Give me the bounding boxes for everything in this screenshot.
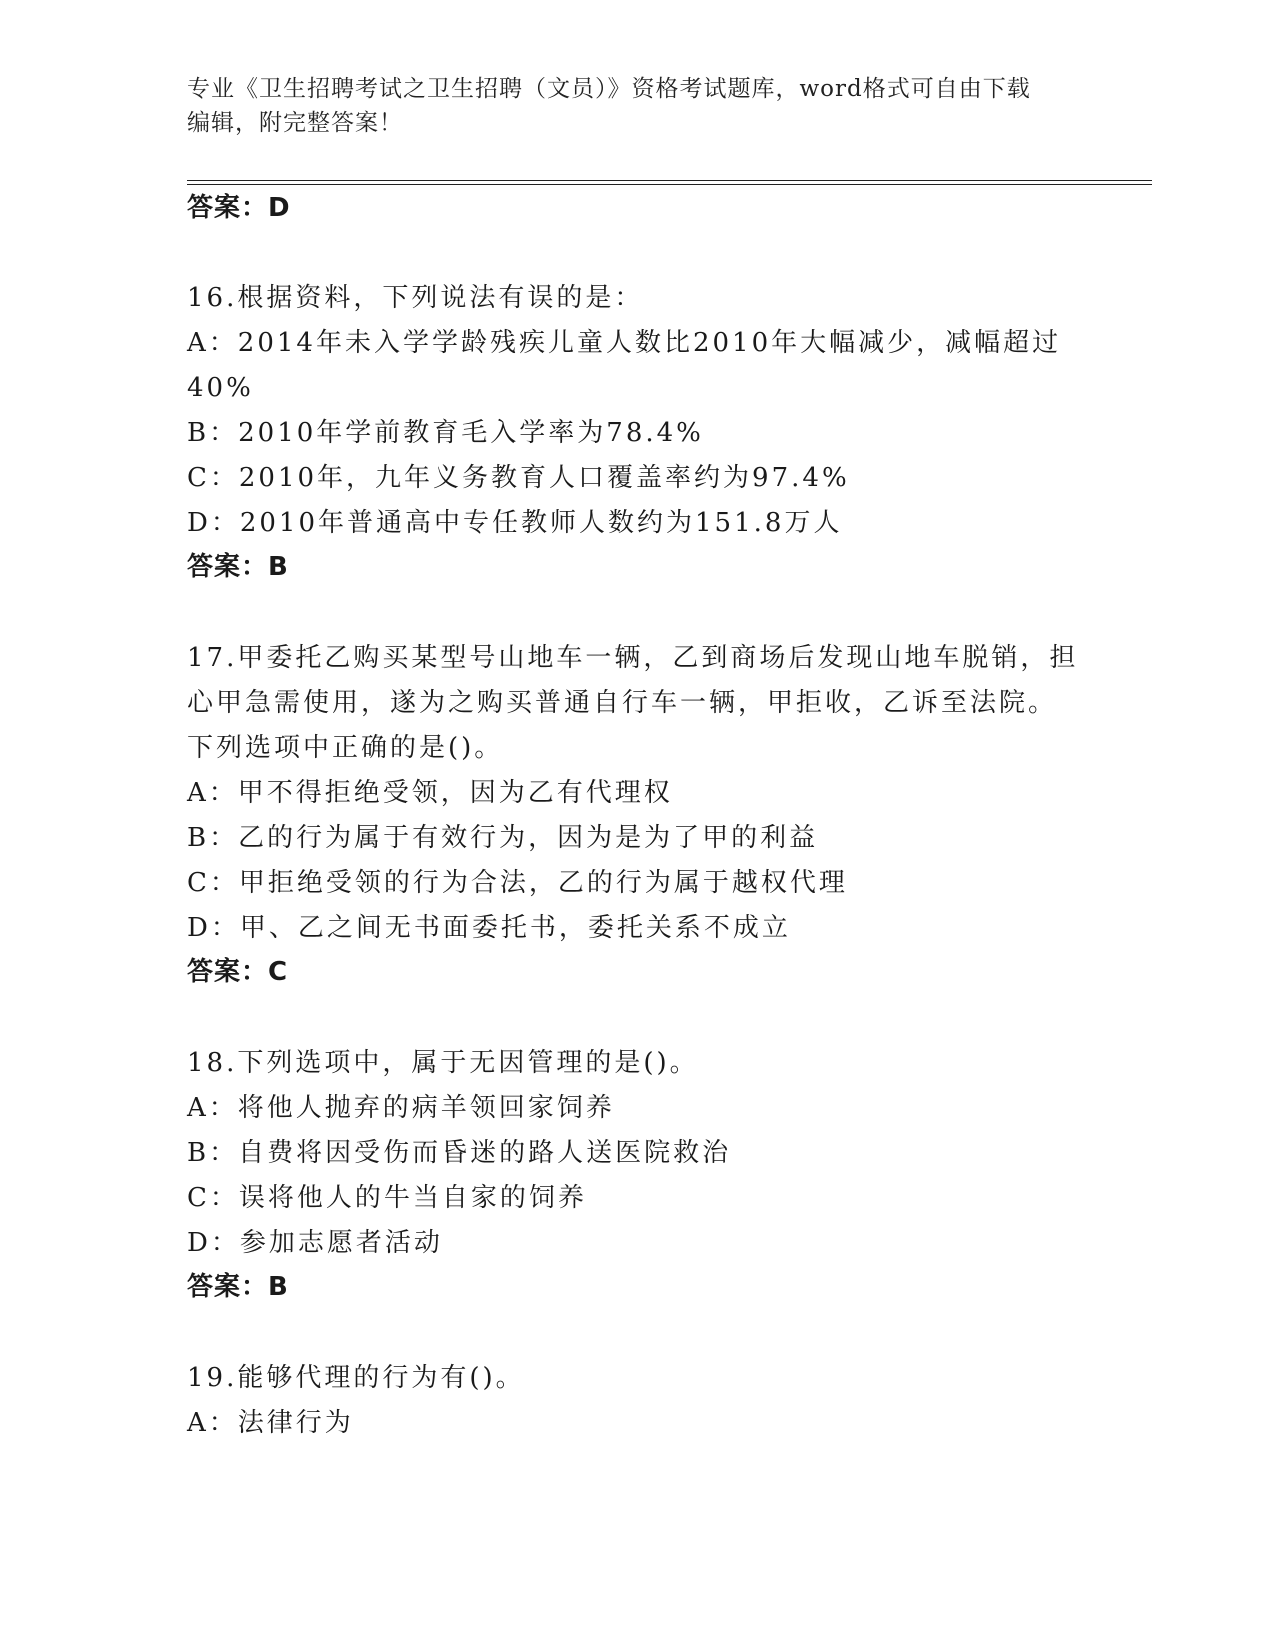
- header-line-2: 编辑，附完整答案！: [187, 110, 403, 136]
- q17-stem-1: 17.甲委托乙购买某型号山地车一辆，乙到商场后发现山地车脱销，担: [187, 643, 1079, 673]
- q19-stem: 19.能够代理的行为有()。: [187, 1363, 525, 1393]
- q17-stem-2: 心甲急需使用，遂为之购买普通自行车一辆，甲拒收，乙诉至法院。: [187, 688, 1058, 718]
- header-divider-bottom: [187, 184, 1152, 185]
- q18-option-c: C：误将他人的牛当自家的饲养: [187, 1183, 587, 1213]
- header-line-1: 专业《卫生招聘考试之卫生招聘（文员）》资格考试题库，word格式可自由下载: [187, 76, 1031, 102]
- document-header: [187, 72, 1087, 140]
- q16-option-c: C：2010年，九年义务教育人口覆盖率约为97.4%: [187, 463, 850, 493]
- q16-answer: 答案：B: [187, 552, 289, 582]
- q18-answer: 答案：B: [187, 1272, 289, 1302]
- q16-option-d: D：2010年普通高中专任教师人数约为151.8万人: [187, 508, 843, 538]
- q19-option-a: A：法律行为: [187, 1408, 354, 1438]
- q17-stem-3: 下列选项中正确的是()。: [187, 733, 504, 763]
- q17-option-c: C：甲拒绝受领的行为合法，乙的行为属于越权代理: [187, 868, 848, 898]
- q17-option-d: D：甲、乙之间无书面委托书，委托关系不成立: [187, 913, 791, 943]
- q16-option-b: B：2010年学前教育毛入学率为78.4%: [187, 418, 704, 448]
- q17-option-b: B：乙的行为属于有效行为，因为是为了甲的利益: [187, 823, 819, 853]
- prev-answer: 答案：D: [187, 193, 291, 223]
- q17-answer: 答案：C: [187, 957, 289, 987]
- q18-stem: 18.下列选项中，属于无因管理的是()。: [187, 1048, 699, 1078]
- q16-stem: 16.根据资料，下列说法有误的是：: [187, 283, 644, 313]
- q18-option-a: A：将他人抛弃的病羊领回家饲养: [187, 1093, 615, 1123]
- q17-option-a: A：甲不得拒绝受领，因为乙有代理权: [187, 778, 673, 808]
- q16-option-a: A：2014年未入学学龄残疾儿童人数比2010年大幅减少，减幅超过: [187, 328, 1062, 358]
- q18-option-d: D：参加志愿者活动: [187, 1228, 443, 1258]
- q18-option-b: B：自费将因受伤而昏迷的路人送医院救治: [187, 1138, 732, 1168]
- header-divider-top: [187, 180, 1152, 181]
- q16-option-a-cont: 40%: [187, 373, 254, 403]
